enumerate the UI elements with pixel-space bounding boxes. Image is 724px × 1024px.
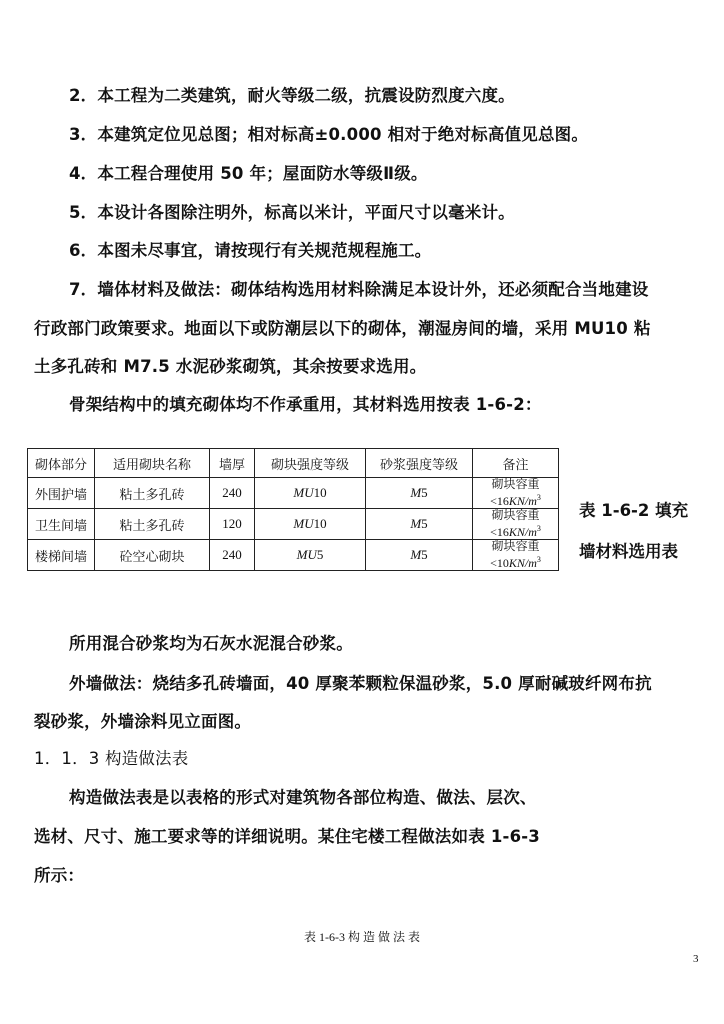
note-cell: [473, 478, 559, 509]
note-value-exponent: 3: [536, 524, 541, 533]
note-value: [473, 491, 558, 508]
note-value-unit: KN/m: [508, 525, 537, 539]
frame-fill-paragraph: 骨架结构中的填充砌体均不作承重用，其材料选用按表 1-6-2：: [69, 395, 542, 414]
intro-line3: 所示：: [34, 866, 85, 885]
thickness-cell: 120: [210, 509, 255, 540]
note-value: [473, 553, 558, 570]
note-label: 砌块容重: [491, 508, 540, 522]
block-grade-prefix: MU: [293, 485, 314, 500]
mortar-grade-number: 5: [421, 547, 428, 562]
table-header-cell: 砌体部分: [28, 449, 95, 478]
block-name-cell: 粘土多孔砖: [95, 509, 210, 540]
block-grade-cell: [255, 540, 366, 571]
mortar-grade-cell: [366, 478, 473, 509]
note-cell: [473, 509, 559, 540]
note-value-exponent: 3: [536, 555, 541, 564]
mortar-grade-prefix: M: [410, 547, 422, 562]
paragraph-item-7-line2: 行政部门政策要求。地面以下或防潮层以下的砌体，潮湿房间的墙，采用 MU10 粘: [34, 319, 651, 338]
thickness-cell: 240: [210, 540, 255, 571]
mortar-grade-cell: [366, 540, 473, 571]
note-value-limit: <10: [490, 556, 509, 570]
wall-part-cell: 外围护墙: [28, 478, 95, 509]
note-label: 砌块容重: [491, 539, 540, 553]
note-value-limit: <16: [490, 494, 509, 508]
note-value-unit: KN/m: [508, 494, 537, 508]
mortar-grade-prefix: M: [410, 485, 422, 500]
note-value-limit: <16: [490, 525, 509, 539]
mortar-paragraph: 所用混合砂浆均为石灰水泥混合砂浆。: [69, 634, 353, 653]
block-name-cell: 砼空心砌块: [95, 540, 210, 571]
note-cell: [473, 540, 559, 571]
intro-line1: 构造做法表是以表格的形式对建筑物各部位构造、做法、层次、: [69, 788, 537, 807]
table-header-cell: 墙厚: [210, 449, 255, 478]
table-header-cell: 砌块强度等级: [255, 449, 366, 478]
paragraph-item-7-line1: 7．墙体材料及做法：砌体结构选用材料除满足本设计外，还必须配合当地建设: [69, 280, 649, 299]
exterior-wall-line2: 裂砂浆，外墙涂料见立面图。: [34, 712, 252, 731]
note-label: 砌块容重: [491, 477, 540, 491]
page-number: 3: [693, 953, 699, 965]
wall-material-table: [27, 448, 559, 571]
mortar-grade-prefix: M: [410, 516, 422, 531]
table-header-cell: 适用砌块名称: [95, 449, 210, 478]
table-header-cell: 砂浆强度等级: [366, 449, 473, 478]
block-name-cell: 粘土多孔砖: [95, 478, 210, 509]
block-grade-cell: [255, 509, 366, 540]
table-row: [28, 509, 559, 540]
paragraph-item-4: 4．本工程合理使用 50 年；屋面防水等级Ⅱ级。: [69, 164, 428, 183]
paragraph-item-3: 3．本建筑定位见总图；相对标高±0.000 相对于绝对标高值见总图。: [69, 125, 589, 144]
section-heading: 1．1．3 构造做法表: [34, 749, 189, 768]
note-value: [473, 522, 558, 539]
table-header-row: [28, 449, 559, 478]
mortar-grade-cell: [366, 509, 473, 540]
mortar-grade-number: 5: [421, 485, 428, 500]
table-row: [28, 540, 559, 571]
exterior-wall-line1: 外墙做法：烧结多孔砖墙面，40 厚聚苯颗粒保温砂浆，5.0 厚耐碱玻纤网布抗: [69, 674, 652, 693]
block-grade-number: 5: [316, 547, 324, 562]
block-grade-number: 10: [313, 516, 327, 531]
note-value-exponent: 3: [536, 493, 541, 502]
mortar-grade-number: 5: [421, 516, 428, 531]
paragraph-item-2: 2．本工程为二类建筑，耐火等级二级，抗震设防烈度六度。: [69, 86, 515, 105]
paragraph-item-5: 5．本设计各图除注明外，标高以米计，平面尺寸以毫米计。: [69, 203, 515, 222]
block-grade-number: 10: [313, 485, 327, 500]
intro-line2: 选材、尺寸、施工要求等的详细说明。某住宅楼工程做法如表 1-6-3: [34, 827, 540, 846]
block-grade-prefix: MU: [296, 547, 317, 562]
table-header-cell: 备注: [473, 449, 559, 478]
bottom-table-caption: 表 1-6-3 构 造 做 法 表: [304, 930, 420, 944]
paragraph-item-6: 6．本图未尽事宜，请按现行有关规范规程施工。: [69, 241, 432, 260]
table-caption-line2: 墙材料选用表: [579, 542, 678, 561]
wall-part-cell: 楼梯间墙: [28, 540, 95, 571]
table-caption-line1: 表 1-6-2 填充: [579, 501, 689, 520]
note-value-unit: KN/m: [508, 556, 537, 570]
block-grade-cell: [255, 478, 366, 509]
table-row: [28, 478, 559, 509]
paragraph-item-7-line3: 土多孔砖和 M7.5 水泥砂浆砌筑，其余按要求选用。: [34, 357, 427, 376]
wall-part-cell: 卫生间墙: [28, 509, 95, 540]
block-grade-prefix: MU: [293, 516, 314, 531]
thickness-cell: 240: [210, 478, 255, 509]
